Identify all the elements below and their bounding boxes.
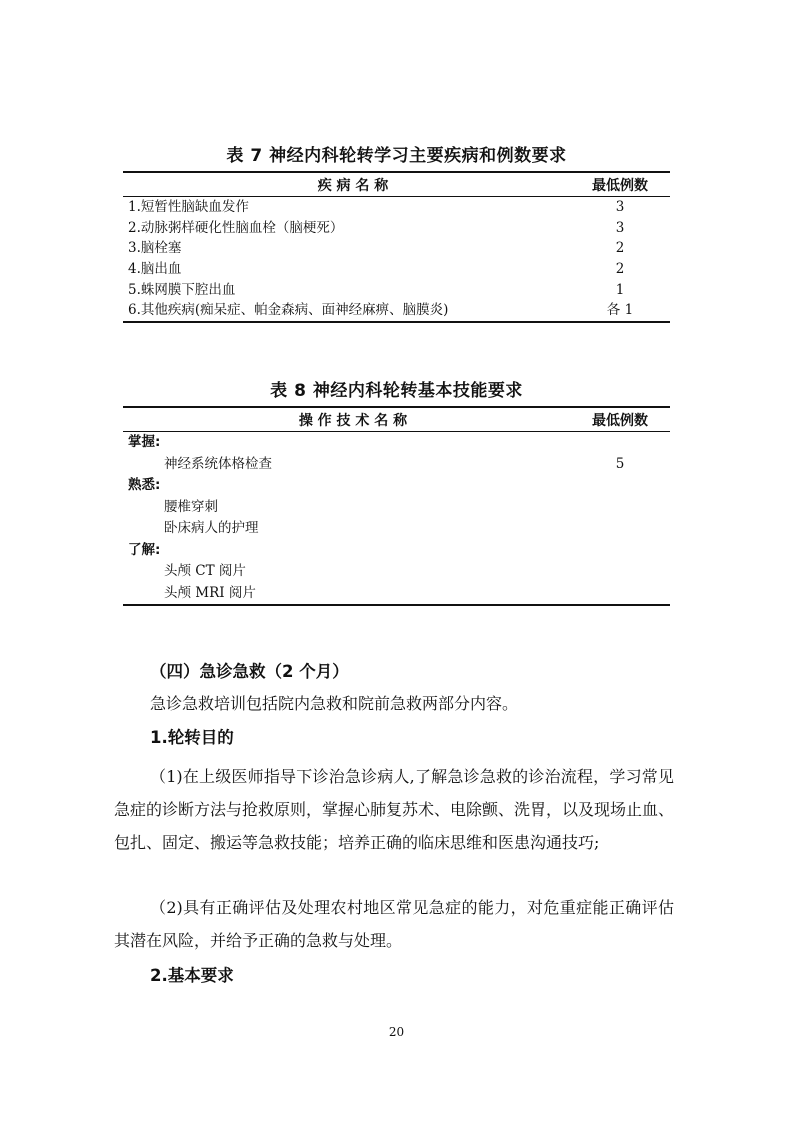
skill-name: 腰椎穿刺 [164, 498, 218, 515]
min-count: 各 1 [606, 302, 634, 319]
table8-bottom-rule [123, 604, 670, 606]
table-row [128, 259, 668, 280]
disease-name: 3.脑栓塞 [128, 240, 182, 257]
table-row [128, 218, 668, 239]
disease-name: 4.脑出血 [128, 261, 182, 278]
section-heading: （四）急诊急救（2 个月） [150, 662, 349, 681]
table8-top-rule [123, 406, 670, 408]
min-count: 1 [615, 281, 625, 298]
table7-top-rule [123, 171, 670, 173]
min-count: 5 [615, 455, 625, 472]
table7-header-name: 疾 病 名 称 [317, 178, 389, 194]
table7-bottom-rule [123, 321, 670, 323]
table-row [128, 280, 668, 301]
table-row [128, 197, 668, 218]
table8-body [128, 432, 668, 604]
skill-name: 神经系统体格检查 [164, 455, 272, 472]
skill-name: 头颅 CT 阅片 [164, 563, 246, 579]
table-row [128, 454, 668, 476]
paragraph-goal-2: （2)具有正确评估及处理农村地区常见急症的能力，对危重症能正确评估其潜在风险，并给予正确的急救与处理。 [114, 898, 674, 950]
subheading-basic-requirements: 2.基本要求 [150, 966, 234, 985]
min-count: 2 [615, 240, 625, 257]
table-row [128, 300, 668, 321]
skill-group-label: 掌握: [128, 434, 161, 450]
page-number: 20 [388, 1025, 405, 1039]
disease-name: 6.其他疾病(痴呆症、帕金森病、面神经麻痹、脑膜炎) [128, 302, 449, 319]
disease-name: 1.短暂性脑缺血发作 [128, 199, 249, 215]
table-row [128, 497, 668, 519]
table-row [128, 583, 668, 605]
table7-caption: 表 7 神经内科轮转学习主要疾病和例数要求 [226, 146, 567, 166]
skill-group-label: 熟悉: [128, 477, 161, 493]
table7-header-count: 最低例数 [592, 178, 648, 194]
min-count: 3 [615, 199, 625, 215]
table8-header-count: 最低例数 [592, 413, 648, 429]
table-row [128, 238, 668, 259]
table7-body [128, 197, 668, 321]
table-row [128, 518, 668, 540]
skill-name: 卧床病人的护理 [164, 520, 259, 536]
table-row [128, 561, 668, 583]
subheading-rotation-goals: 1.轮转目的 [150, 728, 234, 747]
min-count: 3 [615, 219, 625, 236]
skill-group-label: 了解: [128, 541, 161, 558]
disease-name: 2.动脉粥样硬化性脑血栓（脑梗死） [128, 219, 344, 236]
table8-caption: 表 8 神经内科轮转基本技能要求 [270, 381, 523, 401]
table8-header-name: 操 作 技 术 名 称 [298, 413, 408, 429]
paragraph-goal-1: （1)在上级医师指导下诊治急诊病人,了解急诊急救的诊治流程，学习常见急症的诊断方法与抢救原则，掌握心肺复苏术、电除颤、洗胃，以及现场止血、包扎、固定、搬运等急救技能；培养正确的临床思维和医患沟通技巧; [114, 767, 675, 852]
disease-name: 5.蛛网膜下腔出血 [128, 281, 236, 298]
min-count: 2 [615, 261, 625, 278]
skill-name: 头颅 MRI 阅片 [164, 584, 256, 601]
section-intro: 急诊急救培训包括院内急救和院前急救两部分内容。 [150, 694, 519, 713]
